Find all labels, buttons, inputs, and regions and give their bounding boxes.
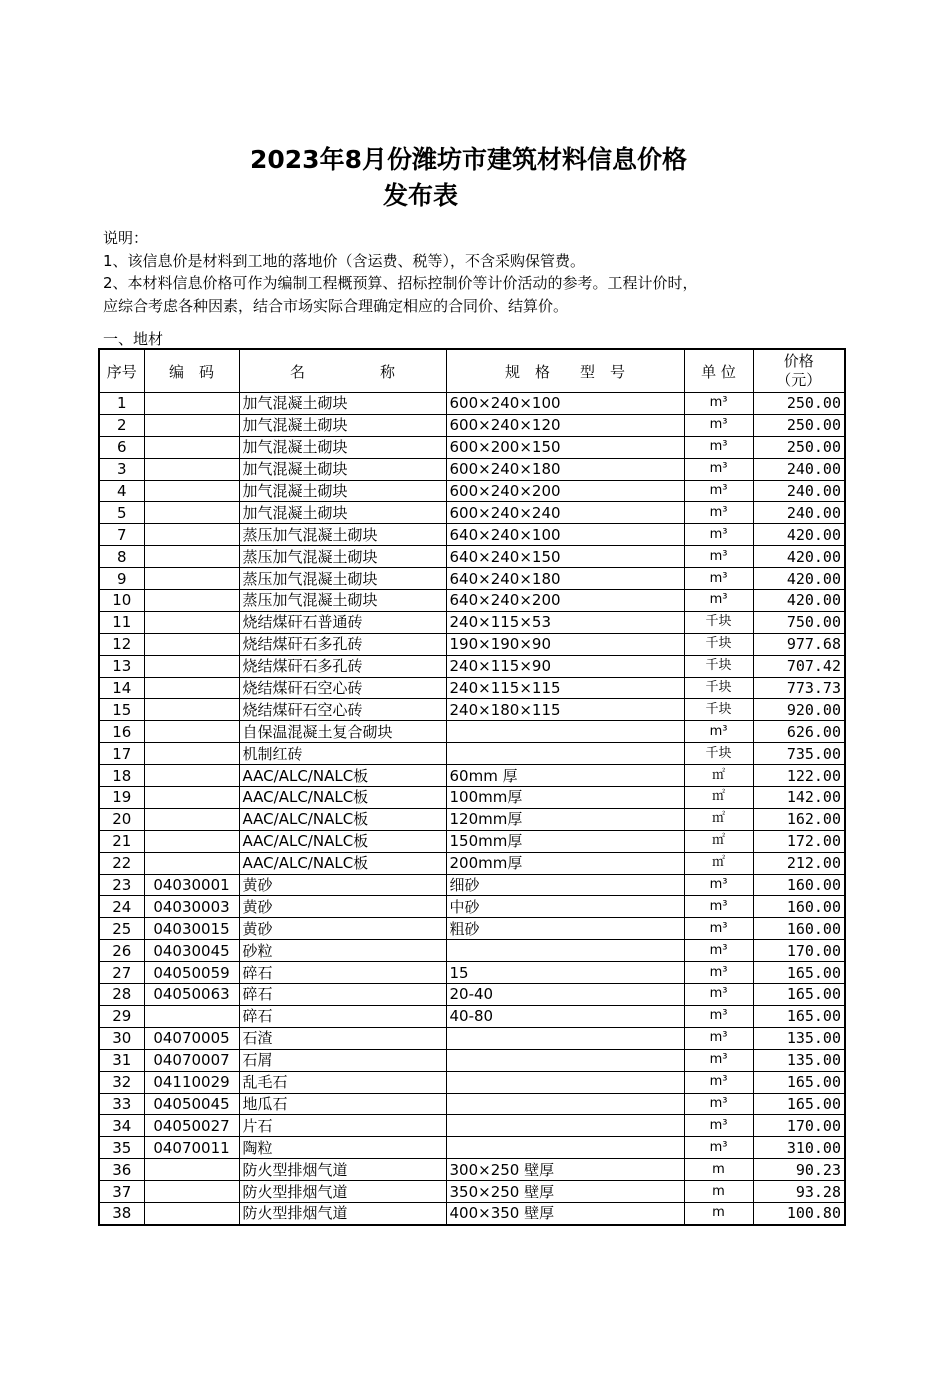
table-row: [99, 436, 845, 458]
cell-no: 37: [99, 1181, 144, 1203]
cell-price: 165.00: [753, 984, 845, 1006]
header-spec: 规 格 型 号: [446, 349, 684, 393]
cell-no: 17: [99, 743, 144, 765]
cell-no: 22: [99, 852, 144, 874]
notes-heading: 说明：: [103, 229, 149, 247]
cell-code: [144, 524, 239, 546]
cell-no: 36: [99, 1159, 144, 1181]
cell-no: 14: [99, 677, 144, 699]
cell-unit: m³: [684, 458, 753, 480]
cell-spec: 粗砂: [446, 918, 684, 940]
notes-block: [103, 227, 843, 317]
cell-no: 28: [99, 984, 144, 1006]
cell-price: 240.00: [753, 502, 845, 524]
cell-price: 170.00: [753, 940, 845, 962]
cell-price: 626.00: [753, 721, 845, 743]
cell-unit: m³: [684, 1093, 753, 1115]
cell-spec: [446, 1071, 684, 1093]
cell-spec: 200mm厚: [446, 852, 684, 874]
cell-name: 碎石: [239, 962, 446, 984]
cell-spec: [446, 1093, 684, 1115]
cell-name: 蒸压加气混凝土砌块: [239, 546, 446, 568]
cell-price: 160.00: [753, 918, 845, 940]
cell-no: 30: [99, 1027, 144, 1049]
cell-no: 6: [99, 436, 144, 458]
cell-spec: 100mm厚: [446, 787, 684, 809]
cell-code: 04050063: [144, 984, 239, 1006]
cell-no: 12: [99, 633, 144, 655]
cell-name: 蒸压加气混凝土砌块: [239, 568, 446, 590]
cell-name: 石渣: [239, 1027, 446, 1049]
table-row: [99, 1202, 845, 1224]
table-row: [99, 830, 845, 852]
cell-spec: 150mm厚: [446, 830, 684, 852]
cell-unit: m³: [684, 568, 753, 590]
cell-code: 04070011: [144, 1137, 239, 1159]
cell-price: 310.00: [753, 1137, 845, 1159]
header-price: [753, 349, 845, 393]
cell-name: AAC/ALC/NALC板: [239, 787, 446, 809]
cell-name: 碎石: [239, 984, 446, 1006]
cell-spec: [446, 1137, 684, 1159]
cell-spec: 240×115×90: [446, 655, 684, 677]
cell-unit: m³: [684, 1115, 753, 1137]
table-row: [99, 940, 845, 962]
cell-no: 8: [99, 546, 144, 568]
cell-name: 片石: [239, 1115, 446, 1137]
cell-code: [144, 1202, 239, 1224]
cell-name: 烧结煤矸石多孔砖: [239, 655, 446, 677]
cell-name: 乱毛石: [239, 1071, 446, 1093]
table-row: [99, 787, 845, 809]
cell-code: [144, 808, 239, 830]
cell-no: 7: [99, 524, 144, 546]
cell-unit: m³: [684, 918, 753, 940]
cell-name: 烧结煤矸石空心砖: [239, 699, 446, 721]
table-body: [99, 393, 845, 1225]
table-row: [99, 874, 845, 896]
cell-code: [144, 568, 239, 590]
cell-name: 石屑: [239, 1049, 446, 1071]
cell-no: 21: [99, 830, 144, 852]
cell-unit: ㎡: [684, 808, 753, 830]
cell-no: 20: [99, 808, 144, 830]
cell-price: 160.00: [753, 896, 845, 918]
cell-price: 165.00: [753, 962, 845, 984]
table-row: [99, 677, 845, 699]
cell-price: 250.00: [753, 393, 845, 415]
cell-spec: 190×190×90: [446, 633, 684, 655]
cell-unit: m³: [684, 393, 753, 415]
cell-name: 防火型排烟气道: [239, 1202, 446, 1224]
cell-code: [144, 852, 239, 874]
cell-name: AAC/ALC/NALC板: [239, 808, 446, 830]
cell-spec: 640×240×180: [446, 568, 684, 590]
table-row: [99, 808, 845, 830]
cell-spec: 细砂: [446, 874, 684, 896]
cell-unit: m³: [684, 1027, 753, 1049]
table-row: [99, 721, 845, 743]
cell-code: [144, 458, 239, 480]
cell-price: 93.28: [753, 1181, 845, 1203]
table-row: [99, 458, 845, 480]
cell-no: 1: [99, 393, 144, 415]
table-row: [99, 1115, 845, 1137]
table-row: [99, 414, 845, 436]
cell-name: 加气混凝土砌块: [239, 502, 446, 524]
cell-no: 11: [99, 611, 144, 633]
cell-price: 100.80: [753, 1202, 845, 1224]
table-row: [99, 699, 845, 721]
cell-price: 920.00: [753, 699, 845, 721]
cell-no: 24: [99, 896, 144, 918]
header-price-line1: 价格: [783, 352, 814, 370]
table-row: [99, 984, 845, 1006]
cell-code: [144, 830, 239, 852]
cell-name: 蒸压加气混凝土砌块: [239, 524, 446, 546]
cell-no: 26: [99, 940, 144, 962]
cell-price: 707.42: [753, 655, 845, 677]
header-unit: 单 位: [684, 349, 753, 393]
cell-unit: m³: [684, 721, 753, 743]
cell-spec: 240×115×115: [446, 677, 684, 699]
cell-name: 烧结煤矸石多孔砖: [239, 633, 446, 655]
table-row: [99, 765, 845, 787]
table-row: [99, 962, 845, 984]
cell-spec: 60mm 厚: [446, 765, 684, 787]
cell-code: [144, 436, 239, 458]
cell-spec: [446, 721, 684, 743]
table-row: [99, 393, 845, 415]
cell-name: AAC/ALC/NALC板: [239, 765, 446, 787]
cell-code: 04050027: [144, 1115, 239, 1137]
cell-code: [144, 633, 239, 655]
header-price-line2: （元）: [776, 371, 822, 389]
cell-spec: 15: [446, 962, 684, 984]
cell-code: 04050045: [144, 1093, 239, 1115]
cell-name: 黄砂: [239, 918, 446, 940]
cell-code: [144, 699, 239, 721]
cell-no: 23: [99, 874, 144, 896]
cell-code: [144, 787, 239, 809]
page-title-line2: 发布表: [383, 181, 459, 210]
cell-spec: 600×240×200: [446, 480, 684, 502]
cell-price: 420.00: [753, 590, 845, 612]
cell-code: 04050059: [144, 962, 239, 984]
cell-name: 陶粒: [239, 1137, 446, 1159]
cell-spec: [446, 1049, 684, 1071]
cell-code: [144, 590, 239, 612]
price-table: [98, 348, 846, 1226]
cell-unit: m³: [684, 1137, 753, 1159]
table-row: [99, 546, 845, 568]
cell-price: 122.00: [753, 765, 845, 787]
table-row: [99, 502, 845, 524]
cell-name: 地瓜石: [239, 1093, 446, 1115]
section-title: 一、地材: [103, 330, 164, 348]
cell-name: 碎石: [239, 1005, 446, 1027]
cell-no: 31: [99, 1049, 144, 1071]
table-row: [99, 1093, 845, 1115]
cell-price: 240.00: [753, 480, 845, 502]
cell-name: 机制红砖: [239, 743, 446, 765]
cell-price: 750.00: [753, 611, 845, 633]
cell-code: 04030015: [144, 918, 239, 940]
cell-unit: m: [684, 1202, 753, 1224]
cell-unit: m³: [684, 962, 753, 984]
cell-no: 15: [99, 699, 144, 721]
table-row: [99, 852, 845, 874]
table-row: [99, 1049, 845, 1071]
header-name: 名 称: [239, 349, 446, 393]
cell-code: [144, 546, 239, 568]
cell-price: 142.00: [753, 787, 845, 809]
cell-code: [144, 677, 239, 699]
cell-price: 212.00: [753, 852, 845, 874]
table-row: [99, 1005, 845, 1027]
cell-unit: m³: [684, 1005, 753, 1027]
table-row: [99, 1159, 845, 1181]
cell-unit: m: [684, 1181, 753, 1203]
cell-price: 170.00: [753, 1115, 845, 1137]
cell-code: [144, 1005, 239, 1027]
cell-price: 977.68: [753, 633, 845, 655]
cell-spec: 240×115×53: [446, 611, 684, 633]
cell-code: 04030045: [144, 940, 239, 962]
cell-name: 加气混凝土砌块: [239, 458, 446, 480]
cell-spec: 120mm厚: [446, 808, 684, 830]
cell-name: 加气混凝土砌块: [239, 436, 446, 458]
cell-no: 38: [99, 1202, 144, 1224]
table-row: [99, 743, 845, 765]
cell-unit: m³: [684, 874, 753, 896]
cell-code: [144, 655, 239, 677]
cell-no: 27: [99, 962, 144, 984]
cell-no: 13: [99, 655, 144, 677]
cell-spec: [446, 940, 684, 962]
cell-price: 420.00: [753, 546, 845, 568]
cell-spec: 350×250 壁厚: [446, 1181, 684, 1203]
cell-unit: m³: [684, 502, 753, 524]
table-header-row: [99, 349, 845, 393]
table-row: [99, 480, 845, 502]
table-row: [99, 918, 845, 940]
cell-price: 240.00: [753, 458, 845, 480]
table-row: [99, 568, 845, 590]
cell-price: 165.00: [753, 1093, 845, 1115]
cell-unit: 千块: [684, 611, 753, 633]
cell-code: 04070005: [144, 1027, 239, 1049]
cell-price: 135.00: [753, 1049, 845, 1071]
notes-line: 应综合考虑各种因素，结合市场实际合理确定相应的合同价、结算价。: [103, 296, 569, 315]
cell-no: 2: [99, 414, 144, 436]
table-row: [99, 1027, 845, 1049]
table-row: [99, 1071, 845, 1093]
cell-no: 34: [99, 1115, 144, 1137]
cell-price: 735.00: [753, 743, 845, 765]
cell-name: 蒸压加气混凝土砌块: [239, 590, 446, 612]
cell-unit: m³: [684, 414, 753, 436]
page-title: 2023年8月份潍坊市建筑材料信息价格: [250, 145, 687, 174]
cell-code: [144, 393, 239, 415]
cell-no: 25: [99, 918, 144, 940]
cell-unit: m³: [684, 1049, 753, 1071]
cell-name: 砂粒: [239, 940, 446, 962]
cell-no: 10: [99, 590, 144, 612]
cell-no: 3: [99, 458, 144, 480]
cell-unit: 千块: [684, 655, 753, 677]
cell-price: 162.00: [753, 808, 845, 830]
cell-unit: ㎡: [684, 852, 753, 874]
cell-spec: 300×250 壁厚: [446, 1159, 684, 1181]
cell-code: [144, 721, 239, 743]
cell-price: 420.00: [753, 568, 845, 590]
cell-name: AAC/ALC/NALC板: [239, 830, 446, 852]
cell-unit: m³: [684, 480, 753, 502]
cell-unit: ㎡: [684, 830, 753, 852]
cell-code: [144, 765, 239, 787]
cell-name: 加气混凝土砌块: [239, 393, 446, 415]
cell-unit: m³: [684, 896, 753, 918]
cell-code: [144, 414, 239, 436]
cell-code: 04030003: [144, 896, 239, 918]
cell-spec: 640×240×100: [446, 524, 684, 546]
cell-no: 4: [99, 480, 144, 502]
table-row: [99, 896, 845, 918]
cell-unit: ㎡: [684, 765, 753, 787]
cell-spec: [446, 1115, 684, 1137]
cell-no: 29: [99, 1005, 144, 1027]
cell-name: 防火型排烟气道: [239, 1159, 446, 1181]
cell-unit: 千块: [684, 699, 753, 721]
cell-price: 773.73: [753, 677, 845, 699]
cell-code: 04110029: [144, 1071, 239, 1093]
cell-spec: 20-40: [446, 984, 684, 1006]
cell-price: 165.00: [753, 1071, 845, 1093]
cell-price: 250.00: [753, 436, 845, 458]
cell-no: 18: [99, 765, 144, 787]
cell-spec: 600×200×150: [446, 436, 684, 458]
cell-no: 19: [99, 787, 144, 809]
cell-spec: 600×240×180: [446, 458, 684, 480]
cell-unit: m³: [684, 546, 753, 568]
cell-spec: 40-80: [446, 1005, 684, 1027]
cell-price: 135.00: [753, 1027, 845, 1049]
cell-name: 黄砂: [239, 874, 446, 896]
table-row: [99, 590, 845, 612]
cell-unit: m³: [684, 984, 753, 1006]
cell-spec: 600×240×240: [446, 502, 684, 524]
cell-unit: m³: [684, 590, 753, 612]
cell-spec: 640×240×200: [446, 590, 684, 612]
notes-line: 2、本材料信息价格可作为编制工程概预算、招标控制价等计价活动的参考。工程计价时，: [103, 274, 698, 292]
table-row: [99, 633, 845, 655]
table-row: [99, 611, 845, 633]
cell-price: 165.00: [753, 1005, 845, 1027]
cell-spec: 600×240×120: [446, 414, 684, 436]
cell-unit: m³: [684, 1071, 753, 1093]
cell-code: [144, 611, 239, 633]
table-row: [99, 524, 845, 546]
cell-name: 烧结煤矸石普通砖: [239, 611, 446, 633]
cell-name: 烧结煤矸石空心砖: [239, 677, 446, 699]
cell-code: [144, 480, 239, 502]
cell-name: AAC/ALC/NALC板: [239, 852, 446, 874]
notes-line: 1、该信息价是材料到工地的落地价（含运费、税等），不含采购保管费。: [103, 251, 586, 270]
header-code: 编 码: [144, 349, 239, 393]
cell-code: [144, 502, 239, 524]
cell-unit: m³: [684, 436, 753, 458]
cell-code: [144, 1159, 239, 1181]
cell-no: 35: [99, 1137, 144, 1159]
table-row: [99, 655, 845, 677]
cell-name: 防火型排烟气道: [239, 1181, 446, 1203]
cell-unit: m³: [684, 940, 753, 962]
cell-price: 90.23: [753, 1159, 845, 1181]
cell-code: 04070007: [144, 1049, 239, 1071]
table-row: [99, 1181, 845, 1203]
cell-name: 自保温混凝土复合砌块: [239, 721, 446, 743]
cell-no: 5: [99, 502, 144, 524]
cell-spec: 240×180×115: [446, 699, 684, 721]
header-no: 序号: [99, 349, 144, 393]
cell-unit: 千块: [684, 633, 753, 655]
cell-code: 04030001: [144, 874, 239, 896]
cell-no: 9: [99, 568, 144, 590]
cell-spec: 600×240×100: [446, 393, 684, 415]
cell-spec: 640×240×150: [446, 546, 684, 568]
cell-unit: m³: [684, 524, 753, 546]
cell-spec: 中砂: [446, 896, 684, 918]
cell-no: 16: [99, 721, 144, 743]
cell-unit: 千块: [684, 743, 753, 765]
table-row: [99, 1137, 845, 1159]
cell-code: [144, 743, 239, 765]
cell-price: 160.00: [753, 874, 845, 896]
cell-unit: ㎡: [684, 787, 753, 809]
cell-price: 172.00: [753, 830, 845, 852]
cell-no: 32: [99, 1071, 144, 1093]
cell-no: 33: [99, 1093, 144, 1115]
cell-name: 黄砂: [239, 896, 446, 918]
cell-spec: [446, 743, 684, 765]
cell-unit: m: [684, 1159, 753, 1181]
cell-price: 250.00: [753, 414, 845, 436]
cell-spec: [446, 1027, 684, 1049]
cell-name: 加气混凝土砌块: [239, 414, 446, 436]
cell-code: [144, 1181, 239, 1203]
cell-price: 420.00: [753, 524, 845, 546]
cell-spec: 400×350 壁厚: [446, 1202, 684, 1224]
cell-unit: 千块: [684, 677, 753, 699]
cell-name: 加气混凝土砌块: [239, 480, 446, 502]
